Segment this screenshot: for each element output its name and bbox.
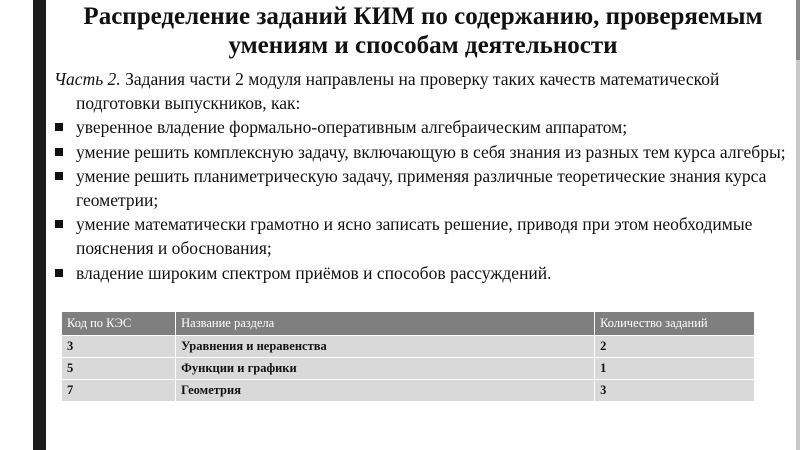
cell-task-count: 3 [595, 380, 755, 402]
square-bullet-icon [55, 172, 63, 180]
list-item-text: уверенное владение формально-оперативным алгебраическим аппаратом; [76, 117, 628, 138]
scrollbar[interactable] [796, 0, 800, 450]
cell-section-name: Уравнения и неравенства [176, 336, 595, 358]
scrollbar-thumb[interactable] [796, 0, 800, 60]
cell-task-count: 1 [595, 358, 755, 380]
table-row [62, 336, 755, 358]
slide-body [54, 67, 794, 285]
cell-section-name: Функции и графики [176, 358, 595, 380]
header-task-count: Количество заданий [595, 312, 755, 336]
square-bullet-icon [55, 269, 63, 277]
list-item-text: умение математически грамотно и ясно записать решение, приводя при этом необходимые пояснения и обоснования; [76, 214, 753, 259]
table-header-row [62, 312, 755, 336]
title-line-1: Распределение заданий КИМ по содержанию, проверяемым [83, 3, 763, 30]
list-item-text: умение решить комплексную задачу, включающую в себя знания из разных тем курса алгебры; [76, 141, 786, 162]
square-bullet-icon [55, 220, 63, 228]
skills-list [54, 115, 794, 284]
cell-section-name: Геометрия [176, 380, 595, 402]
intro-label: Часть 2. [54, 69, 121, 89]
square-bullet-icon [55, 123, 63, 131]
title-line-2: умениям и способам деятельности [228, 32, 618, 59]
table-row [62, 380, 755, 402]
list-item-text: владение широким спектром приёмов и способов рассуждений. [76, 262, 552, 283]
cell-code: 5 [62, 358, 176, 380]
list-item [54, 164, 794, 212]
list-item-text: умение решить планиметрическую задачу, применяя различные теоретические знания курса геометрии; [76, 165, 767, 211]
sections-table [61, 311, 755, 402]
list-item [54, 140, 794, 164]
cell-code: 3 [62, 336, 176, 358]
slide-accent-bar [33, 0, 46, 450]
cell-task-count: 2 [595, 336, 755, 358]
list-item [54, 212, 794, 260]
table-row [62, 358, 755, 380]
list-item [54, 261, 794, 285]
slide-title [46, 2, 800, 60]
intro-text: Задания части 2 модуля направлены на проверку таких качеств математической подготовки выпускников, как: [76, 69, 720, 114]
header-code: Код по КЭС [62, 312, 176, 336]
list-item [54, 115, 794, 139]
square-bullet-icon [55, 148, 63, 156]
header-section-name: Название раздела [176, 312, 595, 336]
intro-paragraph [54, 67, 794, 115]
cell-code: 7 [62, 380, 176, 402]
